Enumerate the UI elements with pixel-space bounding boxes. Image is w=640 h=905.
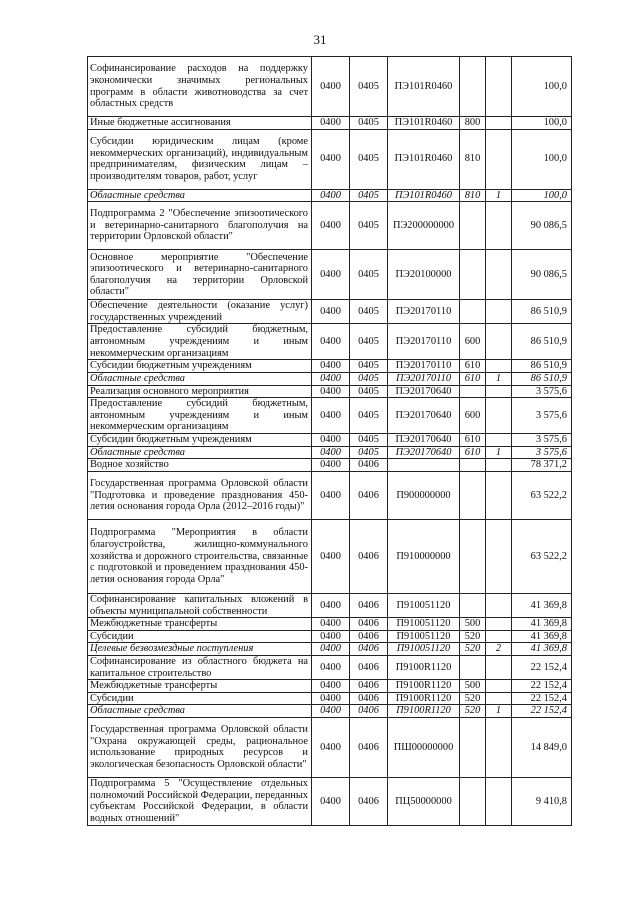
subsection-code-cell: 0405 xyxy=(350,372,388,385)
expense-type-cell: 520 xyxy=(460,705,486,718)
target-article-cell: П910051120 xyxy=(388,630,460,643)
section-code-cell: 0400 xyxy=(312,692,350,705)
section-code-cell: 0400 xyxy=(312,717,350,777)
amount-cell: 22 152,4 xyxy=(512,655,572,679)
subsection-code-cell: 0406 xyxy=(350,680,388,693)
row-name-cell: Областные средства xyxy=(88,372,312,385)
target-article-cell: ПЭ20170110 xyxy=(388,300,460,324)
table-row xyxy=(88,680,572,693)
expense-type-cell: 610 xyxy=(460,446,486,459)
table-row xyxy=(88,189,572,202)
section-code-cell: 0400 xyxy=(312,360,350,373)
target-article-cell: П910000000 xyxy=(388,519,460,593)
funding-source-cell xyxy=(486,655,512,679)
expense-type-cell: 600 xyxy=(460,398,486,434)
section-code-cell: 0400 xyxy=(312,117,350,130)
section-code-cell: 0400 xyxy=(312,398,350,434)
funding-source-cell xyxy=(486,680,512,693)
funding-source-cell xyxy=(486,360,512,373)
funding-source-cell xyxy=(486,459,512,472)
section-code-cell: 0400 xyxy=(312,446,350,459)
subsection-code-cell: 0405 xyxy=(350,250,388,300)
target-article-cell xyxy=(388,459,460,472)
amount-cell: 22 152,4 xyxy=(512,692,572,705)
table-row xyxy=(88,593,572,617)
subsection-code-cell: 0405 xyxy=(350,129,388,189)
amount-cell: 3 575,6 xyxy=(512,446,572,459)
expense-type-cell: 810 xyxy=(460,129,486,189)
row-name-cell: Областные средства xyxy=(88,446,312,459)
table-row xyxy=(88,471,572,519)
expense-type-cell xyxy=(460,202,486,250)
funding-source-cell: 1 xyxy=(486,446,512,459)
table-row xyxy=(88,117,572,130)
expense-type-cell xyxy=(460,717,486,777)
expense-type-cell: 610 xyxy=(460,434,486,447)
row-name-cell: Софинансирование капитальных вложений в объекты муниципальной собственности xyxy=(88,593,312,617)
table-row xyxy=(88,434,572,447)
expense-type-cell xyxy=(460,655,486,679)
section-code-cell: 0400 xyxy=(312,630,350,643)
section-code-cell: 0400 xyxy=(312,434,350,447)
expense-type-cell: 800 xyxy=(460,117,486,130)
amount-cell: 3 575,6 xyxy=(512,385,572,398)
subsection-code-cell: 0405 xyxy=(350,57,388,117)
target-article-cell: ПЭ20170640 xyxy=(388,446,460,459)
row-name-cell: Областные средства xyxy=(88,705,312,718)
funding-source-cell xyxy=(486,692,512,705)
amount-cell: 86 510,9 xyxy=(512,300,572,324)
amount-cell: 22 152,4 xyxy=(512,680,572,693)
table-row xyxy=(88,398,572,434)
table-row xyxy=(88,618,572,631)
section-code-cell: 0400 xyxy=(312,129,350,189)
row-name-cell: Областные средства xyxy=(88,189,312,202)
funding-source-cell xyxy=(486,300,512,324)
target-article-cell: ПЭ20170640 xyxy=(388,385,460,398)
amount-cell: 90 086,5 xyxy=(512,250,572,300)
subsection-code-cell: 0405 xyxy=(350,385,388,398)
funding-source-cell xyxy=(486,471,512,519)
target-article-cell: ПЭ20170640 xyxy=(388,434,460,447)
funding-source-cell xyxy=(486,717,512,777)
amount-cell: 9 410,8 xyxy=(512,777,572,825)
subsection-code-cell: 0406 xyxy=(350,593,388,617)
expense-type-cell: 600 xyxy=(460,324,486,360)
funding-source-cell xyxy=(486,618,512,631)
subsection-code-cell: 0405 xyxy=(350,324,388,360)
target-article-cell: ПЭ200000000 xyxy=(388,202,460,250)
amount-cell: 3 575,6 xyxy=(512,398,572,434)
table-row xyxy=(88,459,572,472)
table-row xyxy=(88,655,572,679)
target-article-cell: П900000000 xyxy=(388,471,460,519)
target-article-cell: П9100R1120 xyxy=(388,692,460,705)
subsection-code-cell: 0406 xyxy=(350,717,388,777)
section-code-cell: 0400 xyxy=(312,519,350,593)
amount-cell: 90 086,5 xyxy=(512,202,572,250)
subsection-code-cell: 0405 xyxy=(350,300,388,324)
row-name-cell: Субсидии xyxy=(88,692,312,705)
table-row xyxy=(88,385,572,398)
row-name-cell: Целевые безвозмездные поступления xyxy=(88,643,312,656)
row-name-cell: Межбюджетные трансферты xyxy=(88,618,312,631)
row-name-cell: Субсидии бюджетным учреждениям xyxy=(88,360,312,373)
funding-source-cell xyxy=(486,117,512,130)
expense-type-cell xyxy=(460,385,486,398)
section-code-cell: 0400 xyxy=(312,471,350,519)
row-name-cell: Иные бюджетные ассигнования xyxy=(88,117,312,130)
table-row xyxy=(88,630,572,643)
funding-source-cell: 1 xyxy=(486,705,512,718)
expense-type-cell: 500 xyxy=(460,618,486,631)
row-name-cell: Водное хозяйство xyxy=(88,459,312,472)
amount-cell: 86 510,9 xyxy=(512,360,572,373)
funding-source-cell xyxy=(486,250,512,300)
target-article-cell: ПЭ101R0460 xyxy=(388,57,460,117)
funding-source-cell xyxy=(486,202,512,250)
subsection-code-cell: 0406 xyxy=(350,459,388,472)
row-name-cell: Подпрограмма 5 "Осуществление отдельных полномочий Российской Федерации, переданных субъектам Российской Федерации, в области водных отношений" xyxy=(88,777,312,825)
budget-table xyxy=(87,56,572,826)
table-row xyxy=(88,643,572,656)
section-code-cell: 0400 xyxy=(312,643,350,656)
funding-source-cell: 1 xyxy=(486,189,512,202)
amount-cell: 100,0 xyxy=(512,117,572,130)
amount-cell: 100,0 xyxy=(512,189,572,202)
funding-source-cell: 2 xyxy=(486,643,512,656)
subsection-code-cell: 0405 xyxy=(350,202,388,250)
section-code-cell: 0400 xyxy=(312,189,350,202)
subsection-code-cell: 0405 xyxy=(350,434,388,447)
table-row xyxy=(88,324,572,360)
expense-type-cell: 520 xyxy=(460,692,486,705)
section-code-cell: 0400 xyxy=(312,705,350,718)
row-name-cell: Субсидии юридическим лицам (кроме некоммерческих организаций), индивидуальным предпринимателям, физическим лицам – производителям товаров, работ, услуг xyxy=(88,129,312,189)
subsection-code-cell: 0406 xyxy=(350,692,388,705)
section-code-cell: 0400 xyxy=(312,372,350,385)
funding-source-cell xyxy=(486,777,512,825)
expense-type-cell xyxy=(460,57,486,117)
subsection-code-cell: 0405 xyxy=(350,189,388,202)
target-article-cell: П9100R1120 xyxy=(388,705,460,718)
section-code-cell: 0400 xyxy=(312,324,350,360)
row-name-cell: Предоставление субсидий бюджетным, автономным учреждениям и иным некоммерческим организациям xyxy=(88,398,312,434)
section-code-cell: 0400 xyxy=(312,777,350,825)
section-code-cell: 0400 xyxy=(312,680,350,693)
section-code-cell: 0400 xyxy=(312,202,350,250)
funding-source-cell xyxy=(486,434,512,447)
section-code-cell: 0400 xyxy=(312,618,350,631)
amount-cell: 63 522,2 xyxy=(512,471,572,519)
funding-source-cell xyxy=(486,129,512,189)
subsection-code-cell: 0406 xyxy=(350,519,388,593)
subsection-code-cell: 0406 xyxy=(350,777,388,825)
amount-cell: 86 510,9 xyxy=(512,372,572,385)
subsection-code-cell: 0405 xyxy=(350,398,388,434)
funding-source-cell xyxy=(486,593,512,617)
subsection-code-cell: 0405 xyxy=(350,360,388,373)
funding-source-cell xyxy=(486,324,512,360)
table-row xyxy=(88,129,572,189)
target-article-cell: ПЦ50000000 xyxy=(388,777,460,825)
subsection-code-cell: 0406 xyxy=(350,618,388,631)
target-article-cell: П910051120 xyxy=(388,593,460,617)
amount-cell: 22 152,4 xyxy=(512,705,572,718)
subsection-code-cell: 0405 xyxy=(350,117,388,130)
target-article-cell: ПЭ101R0460 xyxy=(388,189,460,202)
funding-source-cell: 1 xyxy=(486,372,512,385)
subsection-code-cell: 0406 xyxy=(350,643,388,656)
page-number: 31 xyxy=(313,32,327,47)
funding-source-cell xyxy=(486,519,512,593)
table-row xyxy=(88,717,572,777)
target-article-cell: П910051120 xyxy=(388,643,460,656)
table-row xyxy=(88,519,572,593)
section-code-cell: 0400 xyxy=(312,459,350,472)
amount-cell: 41 369,8 xyxy=(512,593,572,617)
expense-type-cell xyxy=(460,250,486,300)
amount-cell: 41 369,8 xyxy=(512,643,572,656)
table-row xyxy=(88,777,572,825)
target-article-cell: П9100R1120 xyxy=(388,655,460,679)
funding-source-cell xyxy=(486,630,512,643)
amount-cell: 63 522,2 xyxy=(512,519,572,593)
amount-cell: 78 371,2 xyxy=(512,459,572,472)
row-name-cell: Предоставление субсидий бюджетным, автономным учреждениям и иным некоммерческим организациям xyxy=(88,324,312,360)
section-code-cell: 0400 xyxy=(312,385,350,398)
table-row xyxy=(88,57,572,117)
subsection-code-cell: 0406 xyxy=(350,705,388,718)
target-article-cell: ПЭ20170110 xyxy=(388,372,460,385)
table-row xyxy=(88,692,572,705)
row-name-cell: Межбюджетные трансферты xyxy=(88,680,312,693)
funding-source-cell xyxy=(486,57,512,117)
amount-cell: 41 369,8 xyxy=(512,630,572,643)
target-article-cell: П9100R1120 xyxy=(388,680,460,693)
row-name-cell: Субсидии бюджетным учреждениям xyxy=(88,434,312,447)
target-article-cell: ПЭ101R0460 xyxy=(388,117,460,130)
target-article-cell: ПЭ101R0460 xyxy=(388,129,460,189)
amount-cell: 100,0 xyxy=(512,129,572,189)
expense-type-cell xyxy=(460,777,486,825)
target-article-cell: ПЭ20170110 xyxy=(388,324,460,360)
expense-type-cell xyxy=(460,300,486,324)
subsection-code-cell: 0406 xyxy=(350,471,388,519)
row-name-cell: Основное мероприятие "Обеспечение эпизоотического и ветеринарно-санитарного благополучия на территории Орловской области" xyxy=(88,250,312,300)
expense-type-cell xyxy=(460,593,486,617)
subsection-code-cell: 0406 xyxy=(350,655,388,679)
table-row xyxy=(88,300,572,324)
row-name-cell: Государственная программа Орловской области "Подготовка и проведение празднования 450-летия основания города Орла (2012–2016 годы)" xyxy=(88,471,312,519)
row-name-cell: Субсидии xyxy=(88,630,312,643)
target-article-cell: ПЭ20170110 xyxy=(388,360,460,373)
table-row xyxy=(88,202,572,250)
expense-type-cell: 810 xyxy=(460,189,486,202)
table-row xyxy=(88,250,572,300)
row-name-cell: Подпрограмма 2 "Обеспечение эпизоотического и ветеринарно-санитарного благополучия на территории Орловской области" xyxy=(88,202,312,250)
row-name-cell: Государственная программа Орловской области "Охрана окружающей среды, рациональное использование природных ресурсов и экологическая безопасность Орловской области" xyxy=(88,717,312,777)
table-row xyxy=(88,446,572,459)
target-article-cell: П910051120 xyxy=(388,618,460,631)
target-article-cell: ПЭ20100000 xyxy=(388,250,460,300)
table-row xyxy=(88,705,572,718)
subsection-code-cell: 0405 xyxy=(350,446,388,459)
row-name-cell: Софинансирование из областного бюджета на капитальное строительство xyxy=(88,655,312,679)
expense-type-cell: 610 xyxy=(460,372,486,385)
expense-type-cell: 520 xyxy=(460,643,486,656)
table-row xyxy=(88,372,572,385)
section-code-cell: 0400 xyxy=(312,593,350,617)
row-name-cell: Подпрограмма "Мероприятия в области благоустройства, жилищно-коммунального хозяйства и дорожного строительства, связанные с подготовкой и проведением празднования 450-летия основания города Орла" xyxy=(88,519,312,593)
row-name-cell: Реализация основного мероприятия xyxy=(88,385,312,398)
section-code-cell: 0400 xyxy=(312,300,350,324)
expense-type-cell xyxy=(460,519,486,593)
expense-type-cell xyxy=(460,459,486,472)
table-row xyxy=(88,360,572,373)
amount-cell: 86 510,9 xyxy=(512,324,572,360)
section-code-cell: 0400 xyxy=(312,250,350,300)
section-code-cell: 0400 xyxy=(312,57,350,117)
amount-cell: 14 849,0 xyxy=(512,717,572,777)
subsection-code-cell: 0406 xyxy=(350,630,388,643)
amount-cell: 100,0 xyxy=(512,57,572,117)
section-code-cell: 0400 xyxy=(312,655,350,679)
expense-type-cell: 610 xyxy=(460,360,486,373)
amount-cell: 41 369,8 xyxy=(512,618,572,631)
funding-source-cell xyxy=(486,385,512,398)
funding-source-cell xyxy=(486,398,512,434)
target-article-cell: ПШ00000000 xyxy=(388,717,460,777)
expense-type-cell xyxy=(460,471,486,519)
row-name-cell: Софинансирование расходов на поддержку экономически значимых региональных программ в области животноводства за счет областных средств xyxy=(88,57,312,117)
target-article-cell: ПЭ20170640 xyxy=(388,398,460,434)
expense-type-cell: 520 xyxy=(460,630,486,643)
expense-type-cell: 500 xyxy=(460,680,486,693)
row-name-cell: Обеспечение деятельности (оказание услуг) государственных учреждений xyxy=(88,300,312,324)
amount-cell: 3 575,6 xyxy=(512,434,572,447)
